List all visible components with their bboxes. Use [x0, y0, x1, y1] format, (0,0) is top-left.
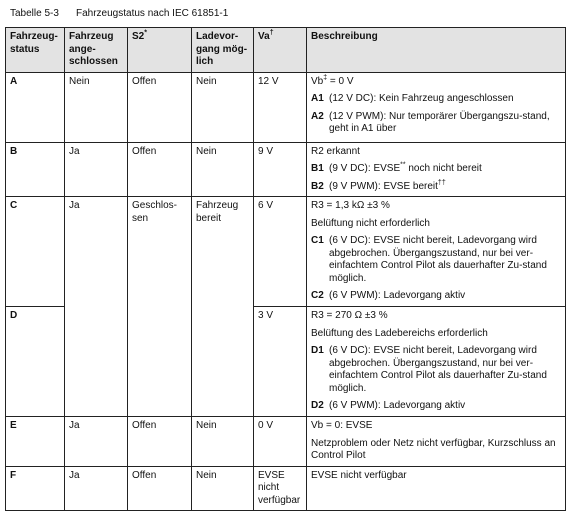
header-beschreibung: Beschreibung — [307, 28, 566, 73]
table-number: Tabelle 5-3 — [10, 8, 59, 19]
description-lead: Vb = 0: EVSE — [311, 420, 373, 431]
description-note: Netzproblem oder Netz nicht verfügbar, Kurzschluss an Control Pilot — [311, 437, 556, 461]
description-lead: EVSE nicht verfügbar — [311, 469, 407, 481]
substate-item: D2 (6 V PWM): Ladevorgang aktiv — [311, 400, 466, 411]
ladevorgang-cell: Nein — [192, 417, 254, 467]
s2-cell: Offen — [128, 417, 192, 467]
description-cell — [307, 72, 566, 142]
description-lead: R3 = 270 Ω ±3 % — [311, 310, 388, 321]
substate-item: D1 (6 V DC): EVSE nicht bereit, Ladevorgang wird abgebrochen. Übergangszustand, nur bei ver-einfachtem Control Pilot als dauerhafter Zu-stand möglich. — [311, 345, 547, 394]
description-lead: R3 = 1,3 kΩ ±3 % — [311, 200, 390, 211]
table-row — [6, 142, 566, 197]
table-title: Fahrzeugstatus nach IEC 61851-1 — [76, 8, 229, 19]
header-fahrzeugstatus: Fahrzeug-status — [6, 28, 65, 73]
substate-item: B2 (9 V PWM): EVSE bereit†† — [311, 179, 446, 192]
s2-cell: Offen — [128, 72, 192, 142]
description-note: Belüftung des Ladebereichs erforderlich — [311, 327, 488, 339]
va-cell: 12 V — [254, 72, 307, 142]
angeschlossen-cell: Ja — [65, 417, 128, 467]
description-note: Belüftung nicht erforderlich — [311, 217, 430, 229]
header-ladevorgang: Ladevor-gang mög-lich — [192, 28, 254, 73]
description-cell — [307, 466, 566, 511]
angeschlossen-cell: Ja — [65, 466, 128, 511]
status-cell: F — [6, 466, 65, 511]
angeschlossen-cell: Nein — [65, 72, 128, 142]
status-cell: B — [6, 142, 65, 197]
description-cell — [307, 142, 566, 197]
substate-item: B1 (9 V DC): EVSE** noch nicht bereit — [311, 161, 482, 174]
table-row — [6, 466, 566, 511]
substate-item: A2 (12 V PWM): Nur temporärer Übergangszu-stand, geht in A1 über — [311, 110, 550, 134]
description-lead: Vb‡ = 0 V — [311, 74, 354, 87]
header-s2: S2* — [128, 28, 192, 73]
table-caption — [10, 8, 228, 19]
ladevorgang-cell: Nein — [192, 466, 254, 511]
table-row — [6, 417, 566, 467]
va-cell: 9 V — [254, 142, 307, 197]
substate-item: A1 (12 V DC): Kein Fahrzeug angeschlossen — [311, 93, 514, 104]
description-cell — [307, 307, 566, 417]
description-lead: R2 erkannt — [311, 145, 360, 157]
substate-item: C2 (6 V PWM): Ladevorgang aktiv — [311, 290, 466, 301]
ladevorgang-cell: Nein — [192, 142, 254, 197]
s2-cell: Offen — [128, 466, 192, 511]
description-cell — [307, 197, 566, 307]
table-header-row — [6, 28, 566, 73]
va-cell: 3 V — [254, 307, 307, 417]
status-cell: A — [6, 72, 65, 142]
s2-cell: Geschlos-sen — [128, 197, 192, 417]
angeschlossen-cell: Ja — [65, 142, 128, 197]
ladevorgang-cell: Nein — [192, 72, 254, 142]
va-cell: EVSE nicht verfügbar — [254, 466, 307, 511]
vehicle-status-table — [5, 27, 566, 511]
header-angeschlossen: Fahrzeug ange-schlossen — [65, 28, 128, 73]
status-cell: C — [6, 197, 65, 307]
table-row — [6, 197, 566, 307]
status-cell: E — [6, 417, 65, 467]
status-cell: D — [6, 307, 65, 417]
s2-cell: Offen — [128, 142, 192, 197]
table-row — [6, 72, 566, 142]
angeschlossen-cell: Ja — [65, 197, 128, 417]
header-va: Va† — [254, 28, 307, 73]
va-cell: 0 V — [254, 417, 307, 467]
substate-item: C1 (6 V DC): EVSE nicht bereit, Ladevorgang wird abgebrochen. Übergangszustand, nur bei ver-einfachtem Control Pilot als dauerhafter Zu-stand möglich. — [311, 235, 547, 284]
ladevorgang-cell: Fahrzeug bereit — [192, 197, 254, 417]
description-cell — [307, 417, 566, 467]
va-cell: 6 V — [254, 197, 307, 307]
